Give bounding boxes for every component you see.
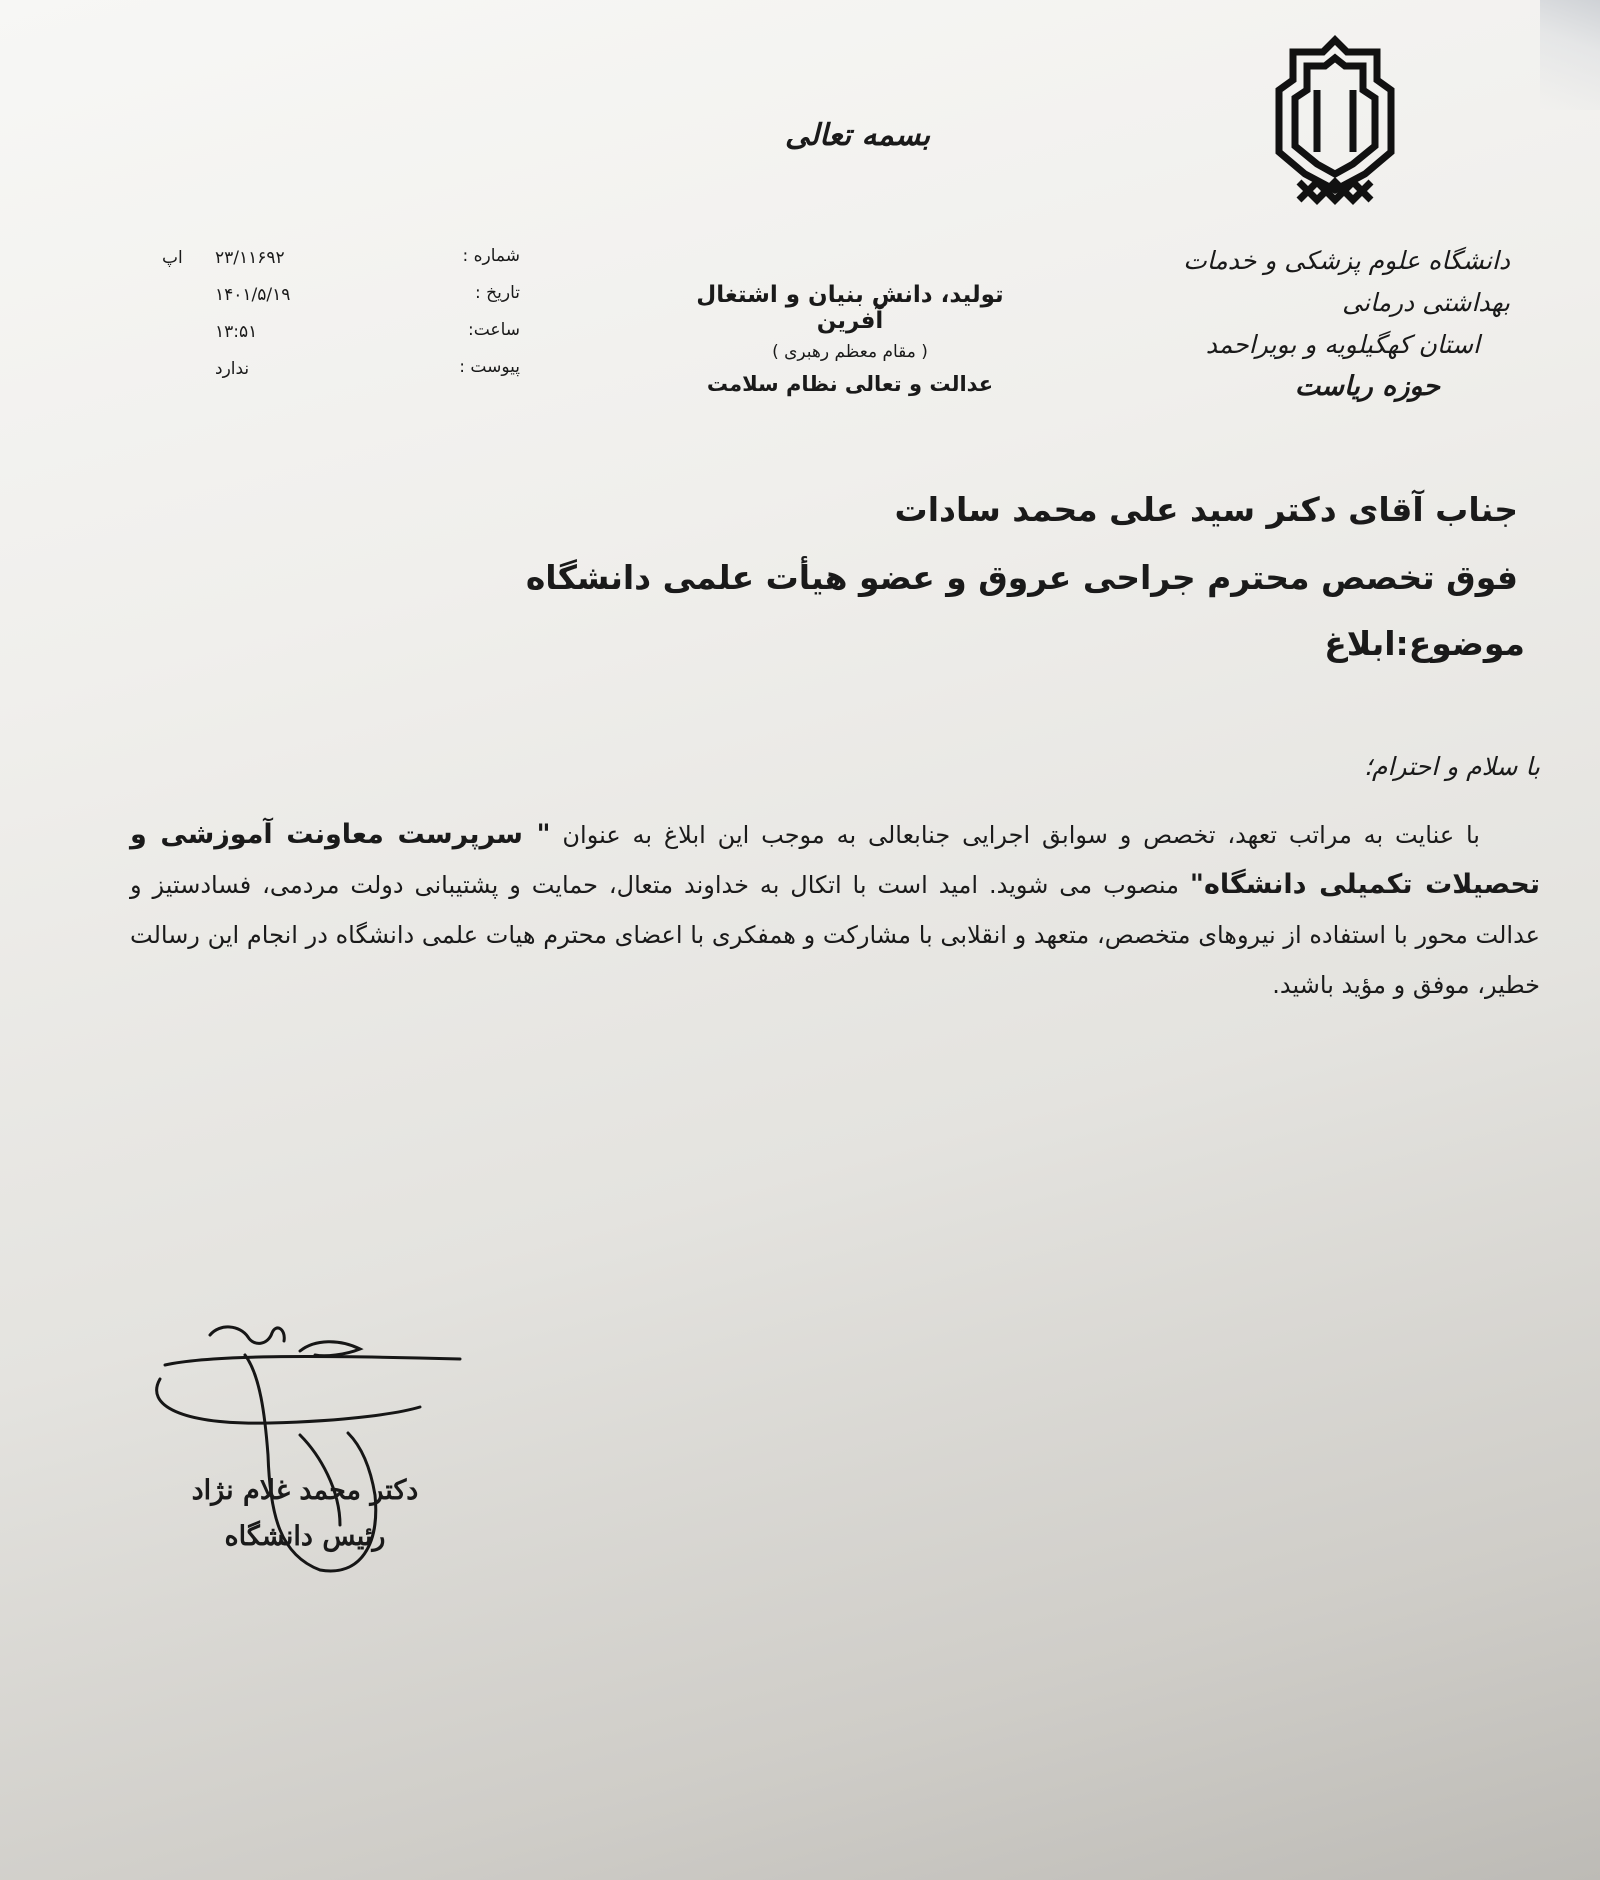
addressee-title: فوق تخصص محترم جراحی عروق و عضو هیأت علمی دانشگاه bbox=[525, 558, 1518, 597]
date-label: تاریخ : bbox=[475, 283, 520, 303]
attachment-label: پیوست : bbox=[459, 357, 520, 377]
slogan-line-3: عدالت و تعالی نظام سلامت bbox=[706, 372, 994, 396]
number-suffix: اپ bbox=[162, 248, 183, 268]
university-line-1: دانشگاه علوم پزشکی و خدمات بهداشتی درمانی bbox=[1183, 246, 1510, 317]
university-line-2: استان کهگیلویه و بویراحمد bbox=[1205, 330, 1480, 359]
signatory-block bbox=[180, 1468, 430, 1560]
attachment-value: ندارد bbox=[215, 359, 250, 379]
number-value: ۲۳/۱۱۶۹۲ bbox=[215, 248, 285, 268]
addressee-name: جناب آقای دکتر سید علی محمد سادات bbox=[894, 490, 1518, 529]
signatory-title: رئیس دانشگاه bbox=[224, 1521, 386, 1552]
subject-line: موضوع:ابلاغ bbox=[1324, 624, 1525, 663]
bismillah: بسمه تعالی bbox=[785, 118, 931, 153]
date-value: ۱۴۰۱/۵/۱۹ bbox=[215, 285, 291, 305]
university-logo bbox=[1265, 32, 1405, 222]
letter-body bbox=[130, 810, 1540, 1010]
department: حوزه ریاست bbox=[1294, 371, 1440, 402]
signatory-name: دکتر محمد غلام نژاد bbox=[191, 1475, 419, 1506]
slogan-line-1: تولید، دانش بنیان و اشتغال آفرین bbox=[696, 282, 1004, 334]
slogan-attribution: ( مقام معظم رهبری ) bbox=[772, 342, 928, 362]
page-corner-shadow bbox=[1540, 0, 1600, 110]
time-label: ساعت: bbox=[468, 320, 520, 340]
meta-values bbox=[160, 240, 310, 388]
time-value: ۱۳:۵۱ bbox=[215, 322, 258, 342]
slogan-block bbox=[680, 282, 1020, 396]
university-name bbox=[1150, 240, 1510, 408]
greeting: با سلام و احترام؛ bbox=[1364, 752, 1540, 781]
meta-labels bbox=[440, 238, 520, 386]
number-label: شماره : bbox=[462, 246, 520, 266]
body-bold-title: " سرپرست معاونت آموزشی و تحصیلات تکمیلی دانشگاه" bbox=[130, 819, 1540, 900]
body-text-2: منصوب می شوید. امید است با اتکال به خداوند متعال، حمایت و پشتیبانی دولت مردمی، فسادستیز و عدالت محور با استفاده از نیروهای متخصص، متعهد و انقلابی با مشارکت و همفکری با اعضای محترم هیات علمی دانشگاه در انجام این رسالت خطیر، موفق و مؤید باشید. bbox=[130, 871, 1540, 999]
body-text-1: با عنایت به مراتب تعهد، تخصص و سوابق اجرایی جنابعالی به موجب این ابلاغ به عنوان bbox=[562, 821, 1480, 849]
